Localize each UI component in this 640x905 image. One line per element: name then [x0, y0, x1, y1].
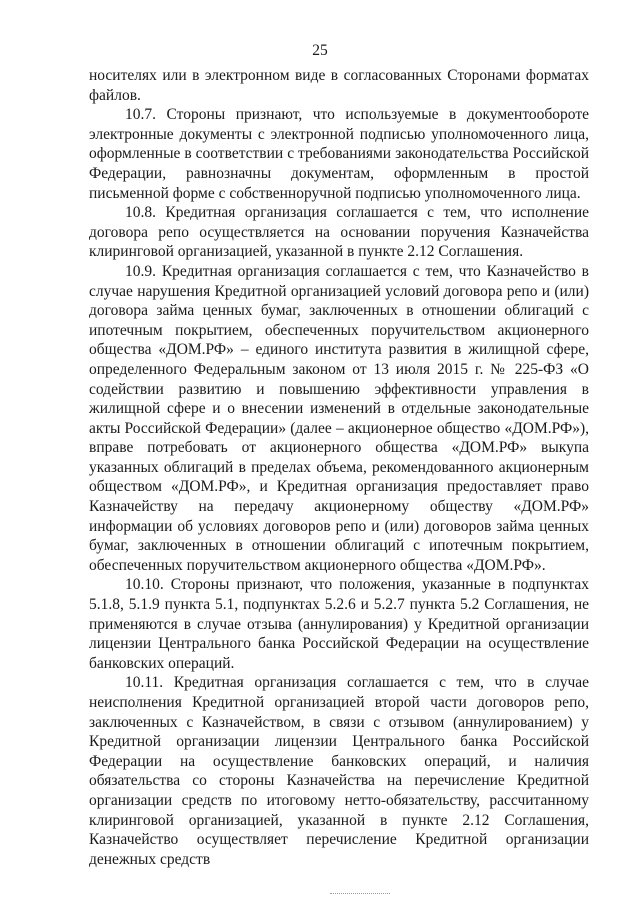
paragraph-continuation: носителях или в электронном виде в согласованных Сторонами форматах файлов. — [89, 67, 589, 104]
document-body — [89, 66, 589, 869]
paragraph-10-11: 10.11. Кредитная организация соглашается с тем, что в случае неисполнения Кредитной организацией второй части договоров репо, заключенных с Казначейством, в связи с отзывом (аннулированием) у Кредитной организации лицензии Центрального банка Российской Федерации на осуществление банковских операций, и наличия обязательства со стороны Казначейства на перечисление Кредитной организации средств по итоговому нетто-обязательству, рассчитанному клиринговой организацией, указанной в пункте 2.12 Соглашения, Казначейство осуществляет перечисление Кредитной организации денежных средств — [89, 674, 589, 868]
paragraph-10-9: 10.9. Кредитная организация соглашается с тем, что Казначейство в случае нарушения Кредитной организацией условий договора репо и (или) договора займа ценных бумаг, заключенных в отношении облигаций с ипотечным покрытием, обеспеченных поручительством акционерного общества «ДОМ.РФ» – единого института развития в жилищной сфере, определенного Федеральным законом от 13 июля 2015 г. № 225-ФЗ «О содействии развитию и повышению эффективности управления в жилищной сфере и о внесении изменений в отдельные законодательные акты Российской Федерации» (далее – акционерное общество «ДОМ.РФ»), вправе потребовать от акционерного общества «ДОМ.РФ» выкупа указанных облигаций в пределах объема, рекомендованного акционерным обществом «ДОМ.РФ», и Кредитная организация предоставляет право Казначейству на передачу акционерному обществу «ДОМ.РФ» информации об условиях договоров репо и (или) договоров займа ценных бумаг, заключенных в отношении облигаций с ипотечным покрытием, обеспеченных поручительством акционерного общества «ДОМ.РФ». — [89, 262, 589, 574]
page-number: 25 — [312, 42, 328, 59]
paragraph-10-8: 10.8. Кредитная организация соглашается с тем, что исполнение договора репо осуществляется на основании поручения Казначейства клиринговой организацией, указанной в пункте 2.12 Соглашения. — [89, 204, 589, 261]
scan-artifact-line — [330, 893, 390, 896]
paragraph-10-10: 10.10. Стороны признают, что положения, указанные в подпунктах 5.1.8, 5.1.9 пункта 5.1, подпунктах 5.2.6 и 5.2.7 пункта 5.2 Соглашения, не применяются в случае отзыва (аннулирования) у Кредитной организации лицензии Центрального банка Российской Федерации на осуществление банковских операций. — [89, 576, 589, 672]
paragraph-10-7: 10.7. Стороны признают, что используемые в документообороте электронные документы с электронной подписью уполномоченного лица, оформленные в соответствии с требованиями законодательства Российской Федерации, равнозначны документам, оформленным в простой письменной форме с собственноручной подписью уполномоченного лица. — [89, 106, 589, 202]
